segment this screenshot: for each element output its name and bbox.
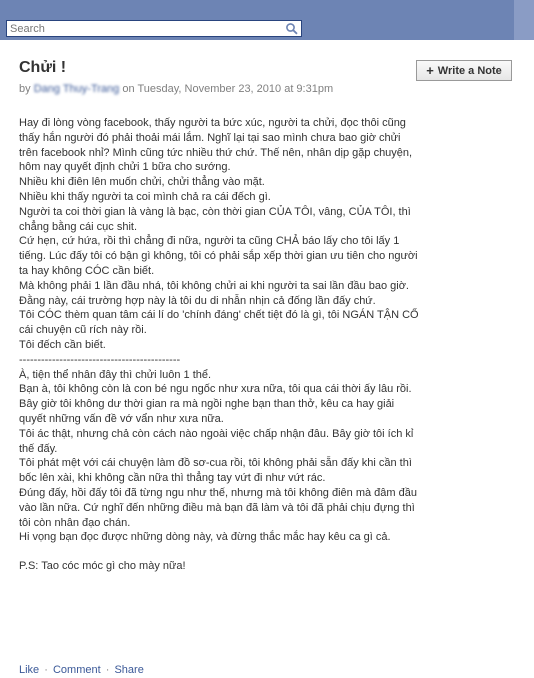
note-paragraph: Người ta coi thời gian là vàng là bạc, còn thời gian CỦA TÔI, vâng, CỦA TÔI, thì chẳng bằng cái cục shit. <box>19 205 411 233</box>
note-paragraph: Cứ hẹn, cứ hứa, rồi thì chẳng đi nữa, người ta cũng CHẢ báo lấy cho tôi lấy 1 tiếng. Lúc đấy tôi có bận gì không, tôi có phải sắp xếp thời gian ưu tiên cho người ta hay không CÓC cần biết. <box>19 235 418 277</box>
note-paragraph: Bạn à, tôi không còn là con bé ngu ngốc như xưa nữa, tôi qua cái thời ấy lâu rồi. Bây giờ tôi không dư thời gian ra mà ngồi nghe bạn than thở, kêu ca hay giải quyết những vấn đề vớ vẩn như xưa nữa. <box>19 383 412 425</box>
plus-icon: + <box>426 63 434 78</box>
write-note-label: Write a Note <box>437 64 502 77</box>
note-byline <box>19 83 333 95</box>
note-paragraph: -------------------------------------------- <box>19 353 181 366</box>
search-box[interactable] <box>6 20 302 37</box>
separator: · <box>105 664 110 676</box>
note-paragraph: Nhiều khi điên lên muốn chửi, chửi thẳng vào mặt. <box>19 176 265 189</box>
by-prefix: by <box>19 83 31 95</box>
scrollbar-shade <box>514 0 534 40</box>
note-paragraph: Đúng đấy, hồi đấy tôi đã từng ngu như thế, nhưng mà tôi không điên mà đâm đầu vào lần nữa. Cứ nghĩ đến những điều mà bạn đã làm và tôi đã phải chịu đựng thì tôi còn nhân đạo chán. <box>19 486 417 529</box>
search-icon <box>285 22 299 35</box>
note-body <box>19 116 419 574</box>
note-paragraph: À, tiện thể nhân đây thì chửi luôn 1 thể. <box>19 368 212 381</box>
note-paragraph: Tôi ác thật, nhưng chả còn cách nào ngoài việc chấp nhận đâu. Bây giờ tôi ích kỉ thế đấy. <box>19 427 414 455</box>
top-bar <box>0 0 534 40</box>
search-button[interactable] <box>285 22 299 35</box>
note-paragraph: Tôi phát mệt với cái chuyện làm đồ sơ-cua rồi, tôi không phải sẵn đấy khi cần thì bốc lên xài, khi không cần nữa thì thẳng tay vứt đi như vứt rác. <box>19 457 412 485</box>
comment-link[interactable]: Comment <box>52 664 101 676</box>
paragraph-gap <box>19 545 419 559</box>
note-paragraph: Tôi đếch cần biết. <box>19 338 106 351</box>
like-link[interactable]: Like <box>19 664 40 676</box>
search-input[interactable] <box>7 21 286 36</box>
note-paragraph: P.S: Tao cóc móc gì cho mày nữa! <box>19 560 186 573</box>
separator: · <box>44 664 48 676</box>
note-paragraph: Mà không phải 1 lần đầu nhá, tôi không chửi ai khi người ta sai lần đầu bao giờ. Đằng này, cái trường hợp này là tôi du di nhẫn nhịn cả đống lần đấy chứ. <box>19 279 409 307</box>
note-title: Chửi ! <box>19 59 67 76</box>
note-date: on Tuesday, November 23, 2010 at 9:31pm <box>122 83 334 95</box>
note-paragraph: Tôi CÓC thèm quan tâm cái lí do 'chính đáng' chết tiệt đó là gì, tôi NGÁN TẬN CỔ cái chuyện cũ rích này rồi. <box>19 309 419 337</box>
share-link[interactable]: Share <box>114 664 144 676</box>
note-paragraph: Hi vọng bạn đọc được những dòng này, và đừng thắc mắc hay kêu ca gì cả. <box>19 531 391 544</box>
note-paragraph: Nhiều khi thấy người ta coi mình chả ra cái đếch gì. <box>19 190 271 203</box>
note-actions <box>19 664 144 676</box>
author-link[interactable]: Dang Thuy-Trang <box>33 83 120 95</box>
note-paragraph: Hay đi lòng vòng facebook, thấy người ta bức xúc, người ta chửi, đọc thôi cũng thấy hắn người đó phải thoải mái lắm. Nghĩ lại tại sao mình chưa bao giờ chửi trên facebook nhỉ? Mình cũng tức nhiều thứ chứ. Thế nên, nhân dịp gặp chuyện, hôm nay quyết định chửi 1 bữa cho sướng. <box>19 117 413 174</box>
write-note-button[interactable] <box>416 60 512 81</box>
